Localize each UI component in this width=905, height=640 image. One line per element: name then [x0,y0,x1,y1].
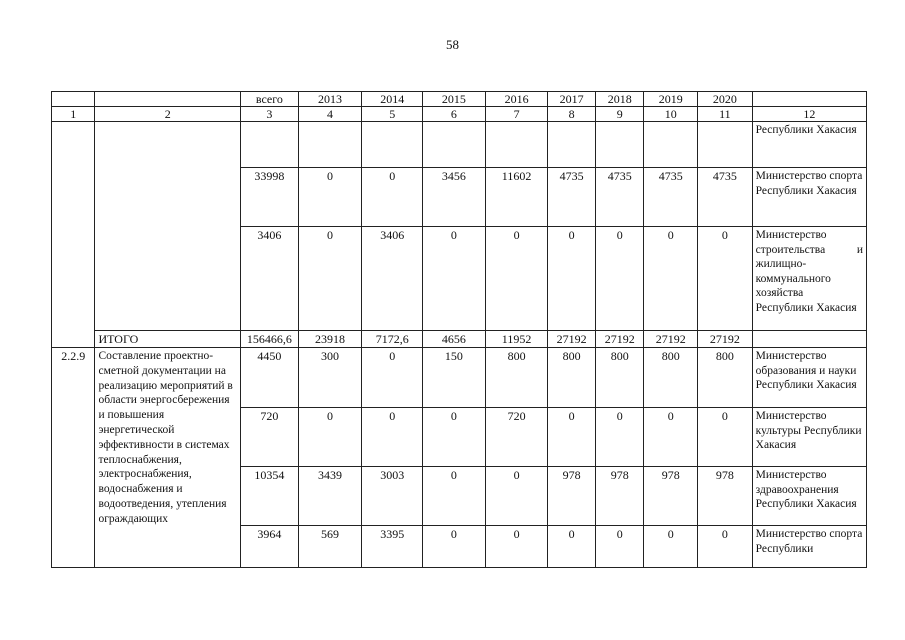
total-value: 7172,6 [362,331,423,348]
value-cell: 33998 [241,168,299,227]
header-cell-year: 2020 [698,92,753,107]
value-cell: 0 [362,168,423,227]
column-number: 10 [644,107,698,122]
ministry-line: Министерство строительства и [755,229,863,256]
value-cell: 4450 [241,348,299,408]
value-cell: 0 [423,467,486,526]
value-cell: 10354 [241,467,299,526]
header-cell [52,92,95,107]
value-cell: 3406 [241,227,299,331]
row-id-cell: 2.2.9 [52,348,95,568]
header-cell-year: 2015 [423,92,486,107]
value-cell: 0 [595,227,644,331]
column-number: 11 [698,107,753,122]
header-cell-year: 2014 [362,92,423,107]
total-value: 27192 [644,331,698,348]
value-cell [485,122,548,168]
column-number: 8 [548,107,596,122]
total-row [52,331,867,348]
value-cell [548,122,596,168]
header-cell-year: 2018 [595,92,644,107]
value-cell: 720 [241,408,299,467]
column-number: 3 [241,107,299,122]
total-value: 27192 [595,331,644,348]
value-cell: 0 [423,408,486,467]
value-cell: 0 [362,348,423,408]
value-cell: 0 [595,408,644,467]
value-cell: 0 [644,526,698,568]
total-label: ИТОГО [95,331,241,348]
header-cell-year: 2016 [485,92,548,107]
value-cell [644,122,698,168]
column-number: 7 [485,107,548,122]
value-cell: 300 [298,348,362,408]
description-cell [95,122,241,331]
header-cell-year: 2017 [548,92,596,107]
ministry-cell: Министерство образования и науки Республики Хакасия [752,348,866,408]
value-cell: 0 [298,168,362,227]
ministry-cell: Республики Хакасия [752,122,866,168]
value-cell [241,122,299,168]
table-row [52,122,867,168]
value-cell: 978 [698,467,753,526]
table-row [52,348,867,408]
value-cell [423,122,486,168]
column-number: 1 [52,107,95,122]
ministry-cell: Министерство спорта Республики [752,526,866,568]
budget-table [51,91,867,568]
column-number: 6 [423,107,486,122]
value-cell: 150 [423,348,486,408]
value-cell: 3456 [423,168,486,227]
ministry-cell [752,227,866,331]
value-cell: 4735 [595,168,644,227]
column-number-row [52,107,867,122]
value-cell: 800 [485,348,548,408]
total-value: 23918 [298,331,362,348]
page-number: 58 [446,37,459,52]
column-number: 12 [752,107,866,122]
value-cell: 3003 [362,467,423,526]
value-cell [698,122,753,168]
ministry-cell [752,331,866,348]
value-cell: 0 [698,227,753,331]
header-cell-year: 2019 [644,92,698,107]
value-cell: 4735 [644,168,698,227]
column-number: 5 [362,107,423,122]
column-number: 4 [298,107,362,122]
value-cell: 3964 [241,526,299,568]
value-cell: 0 [548,227,596,331]
value-cell: 978 [548,467,596,526]
value-cell: 11602 [485,168,548,227]
value-cell: 3406 [362,227,423,331]
value-cell [595,122,644,168]
value-cell: 0 [485,467,548,526]
value-cell: 4735 [548,168,596,227]
value-cell: 0 [698,526,753,568]
value-cell: 0 [548,408,596,467]
value-cell [298,122,362,168]
row-id-cell [52,122,95,348]
total-value: 27192 [698,331,753,348]
value-cell: 0 [423,526,486,568]
value-cell: 0 [595,526,644,568]
value-cell: 800 [698,348,753,408]
value-cell: 978 [595,467,644,526]
value-cell: 800 [548,348,596,408]
value-cell: 569 [298,526,362,568]
value-cell: 3439 [298,467,362,526]
ministry-cell: Министерство здравоохранения Республики Хакасия [752,467,866,526]
value-cell: 978 [644,467,698,526]
value-cell: 800 [644,348,698,408]
ministry-cell: Министерство спорта Республики Хакасия [752,168,866,227]
value-cell: 0 [698,408,753,467]
value-cell: 0 [485,227,548,331]
header-cell-total: всего [241,92,299,107]
total-value: 27192 [548,331,596,348]
value-cell: 720 [485,408,548,467]
value-cell: 0 [298,408,362,467]
value-cell [362,122,423,168]
header-row [52,92,867,107]
total-value: 156466,6 [241,331,299,348]
value-cell: 4735 [698,168,753,227]
description-cell: Составление проектно-сметной документации на реализацию мероприятий в области энергосбережения и повышения энергетической эффективности в системах теплоснабжения, электроснабжения, водоснабжения и водоотведения, утепления ограждающих [95,348,241,568]
header-cell [752,92,866,107]
ministry-cell: Министерство культуры Республики Хакасия [752,408,866,467]
column-number: 2 [95,107,241,122]
total-value: 4656 [423,331,486,348]
value-cell: 3395 [362,526,423,568]
value-cell: 0 [644,227,698,331]
header-cell-year: 2013 [298,92,362,107]
ministry-rest: жилищно-коммунального хозяйства Республики Хакасия [755,258,857,314]
value-cell: 0 [485,526,548,568]
value-cell: 0 [298,227,362,331]
value-cell: 0 [644,408,698,467]
value-cell: 800 [595,348,644,408]
header-cell [95,92,241,107]
value-cell: 0 [423,227,486,331]
column-number: 9 [595,107,644,122]
value-cell: 0 [548,526,596,568]
total-value: 11952 [485,331,548,348]
value-cell: 0 [362,408,423,467]
